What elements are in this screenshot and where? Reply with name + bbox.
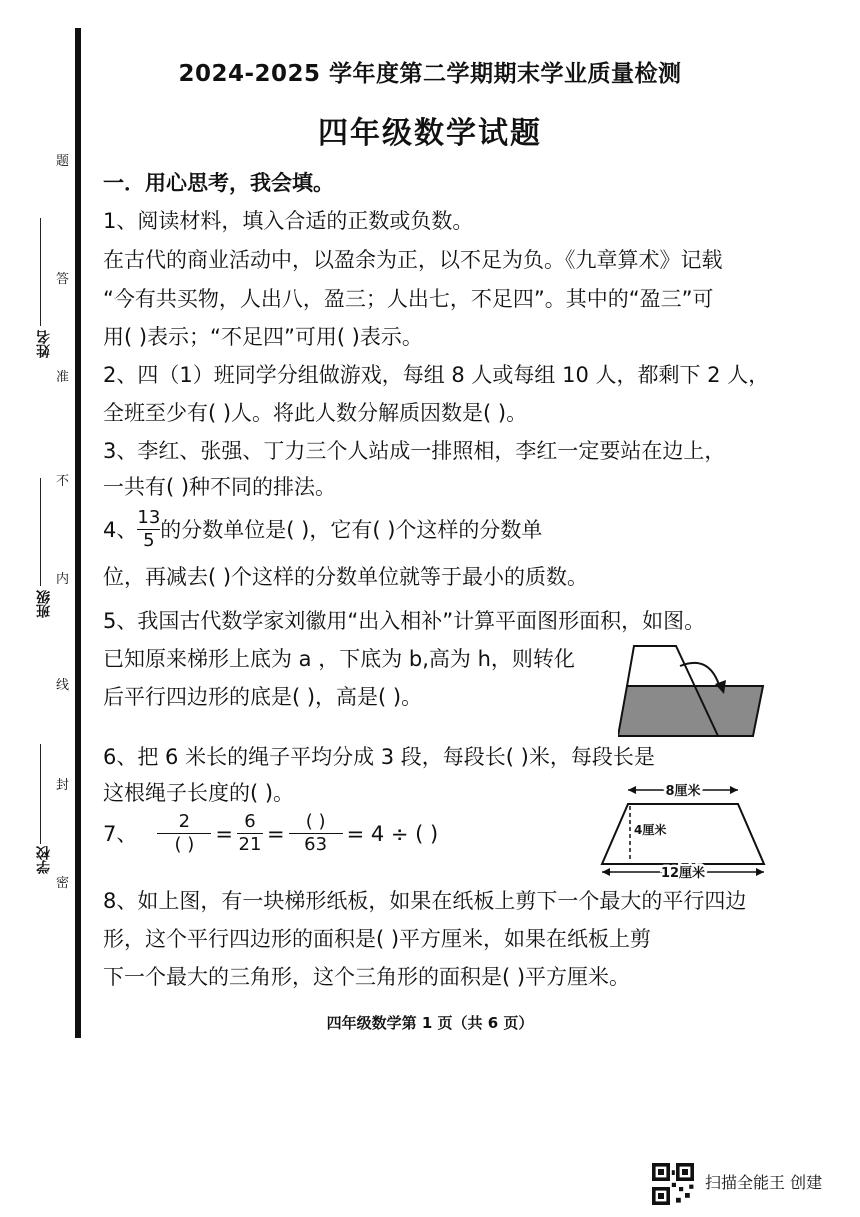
q7-f2-num: 6 [244,811,256,832]
q7-line [103,812,438,855]
seal-char: 不 [56,474,70,489]
q7-fraction-1 [157,812,211,855]
q4-frac-num: 13 [137,507,161,528]
trapezoid-figure [596,776,776,880]
q8-line2: 形，这个平行四边形的面积是( )平方厘米，如果在纸板上剪 [103,927,652,951]
q7-f1-den: ( ) [174,834,195,855]
name-label: 姓名 [36,330,52,358]
arrow-head [730,786,738,794]
q3-line1: 3、李红、张强、丁力三个人站成一排照相，李红一定要站在边上， [103,439,726,463]
q7-f1-num: 2 [178,811,191,832]
q3-line2: 一共有( )种不同的排法。 [103,475,337,499]
q4-fraction [137,508,160,551]
chuqu-xiangbu-figure [618,636,768,738]
q1-line3: “今有共买物，人出八，盈三；人出七，不足四”。其中的“盈三”可 [103,287,714,311]
q4-line2: 位，再减去( )个这样的分数单位就等于最小的质数。 [103,565,589,589]
q4-frac-den: 5 [143,530,155,551]
trapezoid-shape [602,804,764,864]
seal-char: 封 [56,778,70,793]
page-footer: 四年级数学第 1 页（共 6 页） [326,1014,534,1032]
q2-line1: 2、四（1）班同学分组做游戏，每组 8 人或每组 10 人，都剩下 2 人， [103,363,770,387]
arrow-head [628,786,636,794]
q7-f3-num: ( ) [305,811,326,832]
exam-title: 2024-2025 学年度第二学期期末学业质量检测 [178,61,682,87]
seal-char: 题 [56,154,70,169]
arrow-head [602,868,610,876]
parallelogram-shape [618,686,763,736]
q7-fraction-2 [237,812,263,855]
qr-code-icon [652,1163,694,1205]
q4-prefix: 4、 [103,517,138,542]
q7-f2-den: 21 [238,834,262,855]
q5-line2: 已知原来梯形上底为 a ，下底为 b,高为 h，则转化 [103,647,575,671]
name-underline [40,218,41,326]
top-base-label: 8厘米 [665,784,701,799]
q7-equals: = [215,821,233,846]
binding-line [75,28,81,1038]
seal-char: 密 [56,876,70,891]
seal-char: 准 [56,370,70,385]
arrow-head [756,868,764,876]
q1-line1: 1、阅读材料，填入合适的正数或负数。 [103,209,474,233]
q2-line2: 全班至少有( )人。将此人数分解质因数是( )。 [103,401,528,425]
scanner-watermark: 扫描全能王 创建 [705,1173,823,1192]
q7-equals: = [266,821,285,846]
q5-line3: 后平行四边形的底是( )，高是( )。 [103,685,423,709]
section-heading: 一．用心思考，我会填。 [103,171,334,195]
q6-line2: 这根绳子长度的( )。 [103,781,295,805]
q4-rest: 的分数单位是( )，它有( )个这样的分数单 [160,517,543,542]
school-label: 学校 [36,846,52,874]
seal-char: 线 [56,678,70,693]
q6-line1: 6、把 6 米长的绳子平均分成 3 段，每段长( )米，每段长是 [103,745,655,769]
class-underline [40,478,41,586]
q8-line1: 8、如上图，有一块梯形纸板，如果在纸板上剪下一个最大的平行四边 [103,889,747,913]
class-label: 班级 [36,590,52,618]
seal-char: 内 [56,572,70,587]
q8-line3: 下一个最大的三角形，这个三角形的面积是( )平方厘米。 [103,965,631,989]
q1-line2: 在古代的商业活动中，以盈余为正，以不足为负。《九章算术》记载 [103,248,723,272]
q7-fraction-3 [289,812,343,855]
q5-line1: 5、我国古代数学家刘徽用“出入相补”计算平面图形面积，如图。 [103,609,706,633]
school-underline [40,744,41,844]
q1-line4: 用( )表示；“不足四”可用( )表示。 [103,325,423,349]
q7-f3-den: 63 [304,834,328,855]
q7-tail: = 4 ÷ ( ) [346,821,439,846]
height-label: 4厘米 [634,823,667,837]
seal-char: 答 [56,272,70,287]
exam-subtitle: 四年级数学试题 [318,116,542,151]
q4-line1 [103,508,542,551]
q7-prefix: 7、 [103,821,138,846]
bottom-base-label: 12厘米 [660,866,706,880]
